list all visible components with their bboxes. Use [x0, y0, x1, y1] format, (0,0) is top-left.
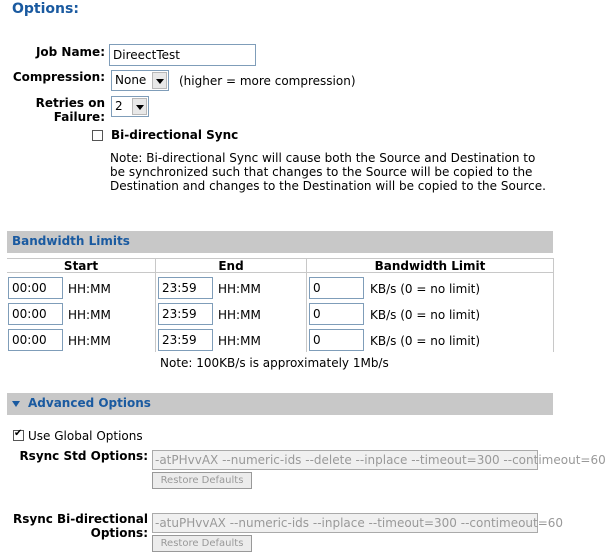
end-time-input[interactable]: 23:59 — [158, 303, 213, 325]
column-header-end: End — [218, 259, 244, 273]
start-time-input[interactable]: 00:00 — [8, 303, 63, 325]
bandwidth-limit-input[interactable]: 0 — [309, 329, 364, 351]
compression-value: None — [115, 73, 147, 87]
rsync-bidir-label-line2: Options: — [90, 526, 148, 540]
advanced-section-header[interactable] — [7, 393, 553, 415]
retries-value: 2 — [115, 99, 123, 113]
time-unit-label: HH:MM — [218, 334, 261, 348]
restore-defaults-bidir-button[interactable]: Restore Defaults — [152, 535, 252, 552]
job-name-field[interactable]: DireectTest — [109, 44, 256, 66]
bidir-sync-note: Note: Bi-directional Sync will cause both the Source and Destination to be synchronized such that changes to the Source will be copied to the Destination and changes to the Destination will be copied to the Source. — [110, 151, 546, 193]
bandwidth-section-header — [7, 231, 553, 253]
limit-unit-label: KB/s (0 = no limit) — [370, 334, 481, 348]
compression-label: Compression: — [12, 70, 105, 84]
limit-unit-label: KB/s (0 = no limit) — [370, 308, 481, 322]
rsync-std-options-field[interactable]: -atPHvvAX --numeric-ids --delete --inplace --timeout=300 --contimeout=60 — [152, 450, 538, 470]
chevron-down-icon — [152, 72, 167, 89]
end-time-input[interactable]: 23:59 — [158, 277, 213, 299]
time-unit-label: HH:MM — [218, 308, 261, 322]
compression-select[interactable] — [111, 70, 169, 91]
retries-label-line1: Retries on — [35, 96, 105, 110]
bandwidth-section-title: Bandwidth Limits — [12, 234, 130, 248]
bandwidth-limit-input[interactable]: 0 — [309, 277, 364, 299]
end-time-input[interactable]: 23:59 — [158, 329, 213, 351]
rsync-std-label: Rsync Std Options: — [19, 449, 148, 463]
start-time-input[interactable]: 00:00 — [8, 329, 63, 351]
rsync-bidir-label-line1: Rsync Bi-directional — [13, 512, 148, 526]
options-title: Options: — [12, 1, 79, 17]
bidir-sync-label: Bi-directional Sync — [111, 128, 239, 142]
retries-select[interactable] — [111, 96, 149, 117]
job-name-label: Job Name: — [35, 45, 105, 59]
bandwidth-limit-input[interactable]: 0 — [309, 303, 364, 325]
restore-defaults-std-button[interactable]: Restore Defaults — [152, 472, 252, 489]
chevron-down-icon — [132, 98, 147, 115]
time-unit-label: HH:MM — [68, 308, 111, 322]
chevron-down-icon[interactable] — [12, 401, 20, 407]
advanced-section-title: Advanced Options — [28, 396, 151, 410]
start-time-input[interactable]: 00:00 — [8, 277, 63, 299]
compression-hint: (higher = more compression) — [179, 74, 356, 88]
use-global-options-label: Use Global Options — [28, 429, 143, 443]
time-unit-label: HH:MM — [218, 282, 261, 296]
time-unit-label: HH:MM — [68, 282, 111, 296]
table-divider — [553, 258, 554, 352]
retries-label-line2: Failure: — [53, 110, 105, 124]
rsync-bidir-options-field[interactable]: -atuPHvvAX --numeric-ids --inplace --timeout=300 --contimeout=60 — [152, 513, 538, 533]
limit-unit-label: KB/s (0 = no limit) — [370, 282, 481, 296]
bidir-sync-checkbox[interactable] — [92, 130, 103, 141]
column-header-bandwidth-limit: Bandwidth Limit — [374, 259, 486, 273]
time-unit-label: HH:MM — [68, 334, 111, 348]
bandwidth-note: Note: 100KB/s is approximately 1Mb/s — [160, 356, 389, 370]
column-header-start: Start — [63, 259, 99, 273]
use-global-options-checkbox[interactable] — [13, 430, 24, 441]
